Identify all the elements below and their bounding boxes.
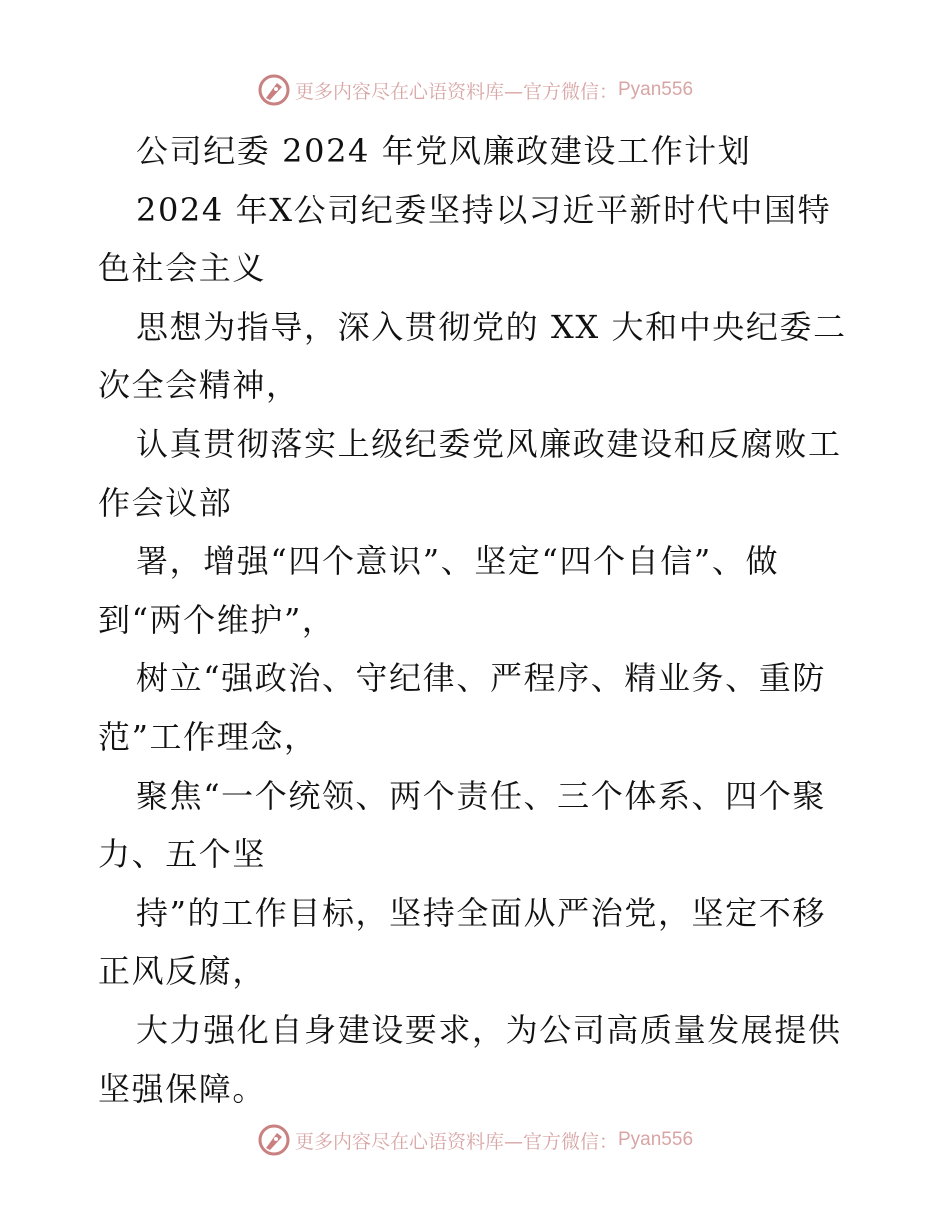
paragraph-line: 到“两个维护”，: [98, 600, 336, 639]
paragraph-line: 正风反腐，: [98, 952, 267, 991]
paragraph-line: 力、五个坚: [98, 835, 267, 874]
paragraph-line: 聚焦“一个统领、两个责任、三个体系、四个聚: [136, 776, 826, 815]
paragraph-line: 作会议部: [98, 483, 233, 522]
pen-nib-circle-icon: [257, 1123, 291, 1157]
paragraph-line: 2024 年X公司纪委坚持以习近平新时代中国特: [136, 190, 832, 229]
pen-nib-circle-icon: [257, 73, 291, 107]
paragraph-line: 坚强保障。: [98, 1069, 267, 1108]
paragraph-line: 署，增强“四个意识”、坚定“四个自信”、做: [136, 542, 780, 581]
paragraph-line: 持”的工作目标，坚持全面从严治党，坚定不移: [136, 893, 826, 932]
paragraph-line: 树立“强政治、守纪律、严程序、精业务、重防: [136, 659, 826, 698]
paragraph-line: 认真贯彻落实上级纪委党风廉政建设和反腐败工: [136, 424, 842, 463]
paragraph-line: 范”工作理念，: [98, 717, 318, 756]
paragraph-line: 次全会精神，: [98, 366, 300, 405]
watermark-account: Pyan556: [618, 1129, 694, 1150]
document-title: 公司纪委 2024 年党风廉政建设工作计划: [136, 132, 752, 170]
watermark-account: Pyan556: [618, 79, 694, 100]
header-watermark: [0, 70, 950, 110]
document-body: [98, 122, 858, 1118]
paragraph-line: 大力强化自身建设要求，为公司高质量发展提供: [136, 1010, 842, 1049]
paragraph-line: 思想为指导，深入贯彻党的 XX 大和中央纪委二: [136, 307, 847, 346]
watermark-text: 更多内容尽在心语资料库—官方微信：: [294, 1130, 618, 1153]
paragraph-line: 色社会主义: [98, 249, 267, 288]
watermark-text: 更多内容尽在心语资料库—官方微信：: [294, 80, 618, 103]
footer-watermark: [0, 1120, 950, 1160]
